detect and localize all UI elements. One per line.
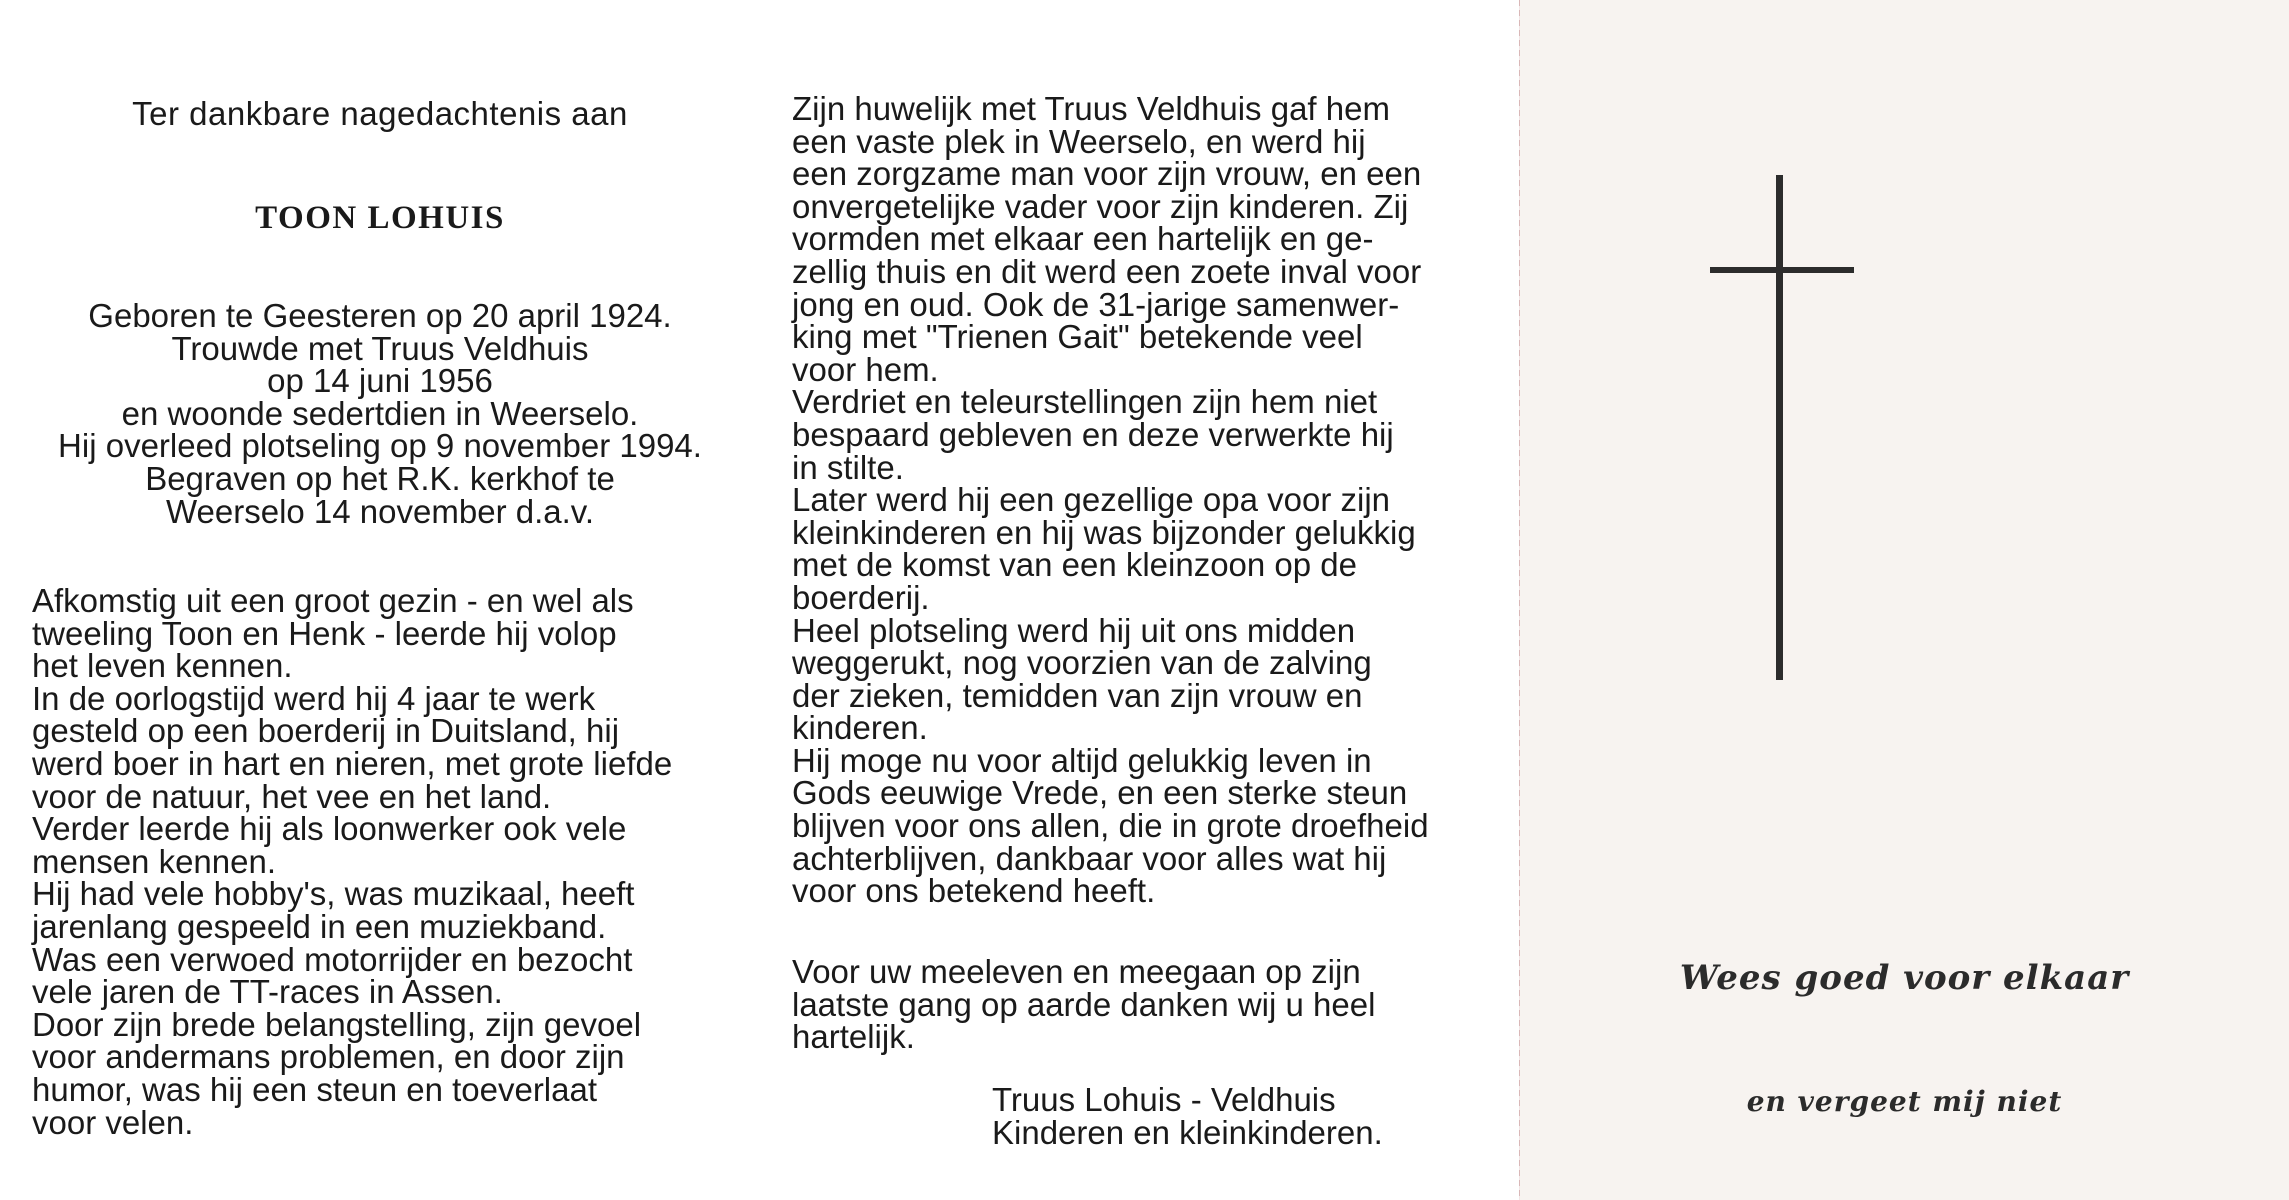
text-line: weggerukt, nog voorzien van de zalving: [792, 644, 1372, 682]
signature: [992, 1081, 1492, 1151]
text-line: Heel plotseling werd hij uit ons midden: [792, 611, 1356, 649]
text-line: der zieken, temidden van zijn vrouw en: [792, 676, 1363, 714]
life-story-continued: [792, 90, 1482, 910]
text-line: bespaard gebleven en deze verwerkte hij: [792, 415, 1394, 453]
bio-line: Weerselo 14 november d.a.v.: [165, 492, 594, 530]
text-line: in stilte.: [792, 448, 904, 486]
middle-panel: [760, 0, 1520, 1200]
text-line: tweeling Toon en Henk - leerde hij volop: [32, 614, 617, 652]
bio-line: Begraven op het R.K. kerkhof te: [145, 459, 615, 497]
text-line: zellig thuis en dit werd een zoete inval voor: [792, 252, 1422, 290]
text-line: vormden met elkaar een hartelijk en ge-: [792, 220, 1374, 258]
text-line: voor hem.: [792, 350, 939, 388]
text-line: voor andermans problemen, en door zijn: [32, 1038, 625, 1076]
text-line: gesteld op een boerderij in Duitsland, hij: [32, 712, 620, 750]
text-line: onvergetelijke vader voor zijn kinderen. Zij: [792, 187, 1409, 225]
intro-text: Ter dankbare nagedachtenis aan: [132, 95, 628, 132]
text-line: achterblijven, dankbaar voor alles wat hij: [792, 839, 1387, 877]
cross-icon: [1710, 175, 1860, 685]
text-line: In de oorlogstijd werd hij 4 jaar te werk: [32, 679, 596, 717]
cross-horizontal-bar: [1710, 267, 1854, 273]
text-line: Voor uw meeleven en meegaan op zijn: [792, 953, 1361, 990]
text-line: werd boer in hart en nieren, met grote liefde: [32, 744, 673, 782]
text-line: blijven voor ons allen, die in grote droefheid: [792, 807, 1429, 845]
motto-line-2: en vergeet mij niet: [1746, 1085, 2063, 1118]
bio-line: en woonde sedertdien in Weerselo.: [121, 394, 639, 432]
text-line: laatste gang op aarde danken wij u heel: [792, 985, 1376, 1023]
text-line: Later werd hij een gezellige opa voor zijn: [792, 481, 1391, 519]
signature-line: Truus Lohuis - Veldhuis: [992, 1081, 1336, 1118]
text-line: kinderen.: [792, 709, 928, 747]
text-line: vele jaren de TT-races in Assen.: [32, 973, 503, 1011]
text-line: boerderij.: [792, 578, 930, 616]
text-line: hartelijk.: [792, 1018, 915, 1056]
thanks-paragraph: [792, 953, 1482, 1056]
text-line: king met "Trienen Gait" betekende veel: [792, 318, 1363, 356]
text-line: Verdriet en teleurstellingen zijn hem niet: [792, 383, 1378, 421]
text-line: Door zijn brede belangstelling, zijn gevoel: [32, 1005, 642, 1043]
text-line: Afkomstig uit een groot gezin - en wel als: [32, 582, 634, 619]
text-line: humor, was hij een steun en toeverlaat: [32, 1070, 598, 1108]
text-line: Zijn huwelijk met Truus Veldhuis gaf hem: [792, 90, 1390, 127]
bio-line: Trouwde met Truus Veldhuis: [171, 329, 589, 367]
text-line: Gods eeuwige Vrede, en een sterke steun: [792, 774, 1408, 812]
text-line: voor de natuur, het vee en het land.: [32, 777, 552, 815]
text-line: met de komst van een kleinzoon op de: [792, 546, 1358, 584]
text-line: voor ons betekend heeft.: [792, 872, 1156, 910]
life-story-paragraph: [32, 582, 722, 1141]
bio-line: Geboren te Geesteren op 20 april 1924.: [88, 297, 672, 334]
text-line: Was een verwoed motorrijder en bezocht: [32, 940, 633, 978]
right-panel: [1520, 0, 2289, 1200]
text-line: mensen kennen.: [32, 842, 277, 880]
text-line: het leven kennen.: [32, 647, 293, 685]
text-line: jarenlang gespeeld in een muziekband.: [32, 907, 607, 945]
motto-line-1: Wees goed voor elkaar: [1679, 958, 2130, 998]
text-line: kleinkinderen en hij was bijzonder gelukkig: [792, 513, 1416, 551]
bio-line: op 14 juni 1956: [267, 362, 493, 400]
text-line: een vaste plek in Weerselo, en werd hij: [792, 122, 1366, 160]
left-panel: [0, 0, 760, 1200]
text-line: voor velen.: [32, 1103, 194, 1141]
text-line: een zorgzame man voor zijn vrouw, en een: [792, 155, 1422, 193]
cross-vertical-bar: [1776, 175, 1783, 680]
bio-line: Hij overleed plotseling op 9 november 1994.: [58, 427, 702, 465]
deceased-name: TOON LOHUIS: [255, 200, 505, 236]
text-line: Verder leerde hij als loonwerker ook vele: [32, 810, 627, 848]
bio-block: [35, 297, 725, 530]
text-line: Hij had vele hobby's, was muzikaal, heeft: [32, 875, 635, 913]
signature-line: Kinderen en kleinkinderen.: [992, 1113, 1383, 1151]
text-line: Hij moge nu voor altijd gelukkig leven in: [792, 741, 1372, 779]
text-line: jong en oud. Ook de 31-jarige samenwer-: [792, 285, 1400, 323]
